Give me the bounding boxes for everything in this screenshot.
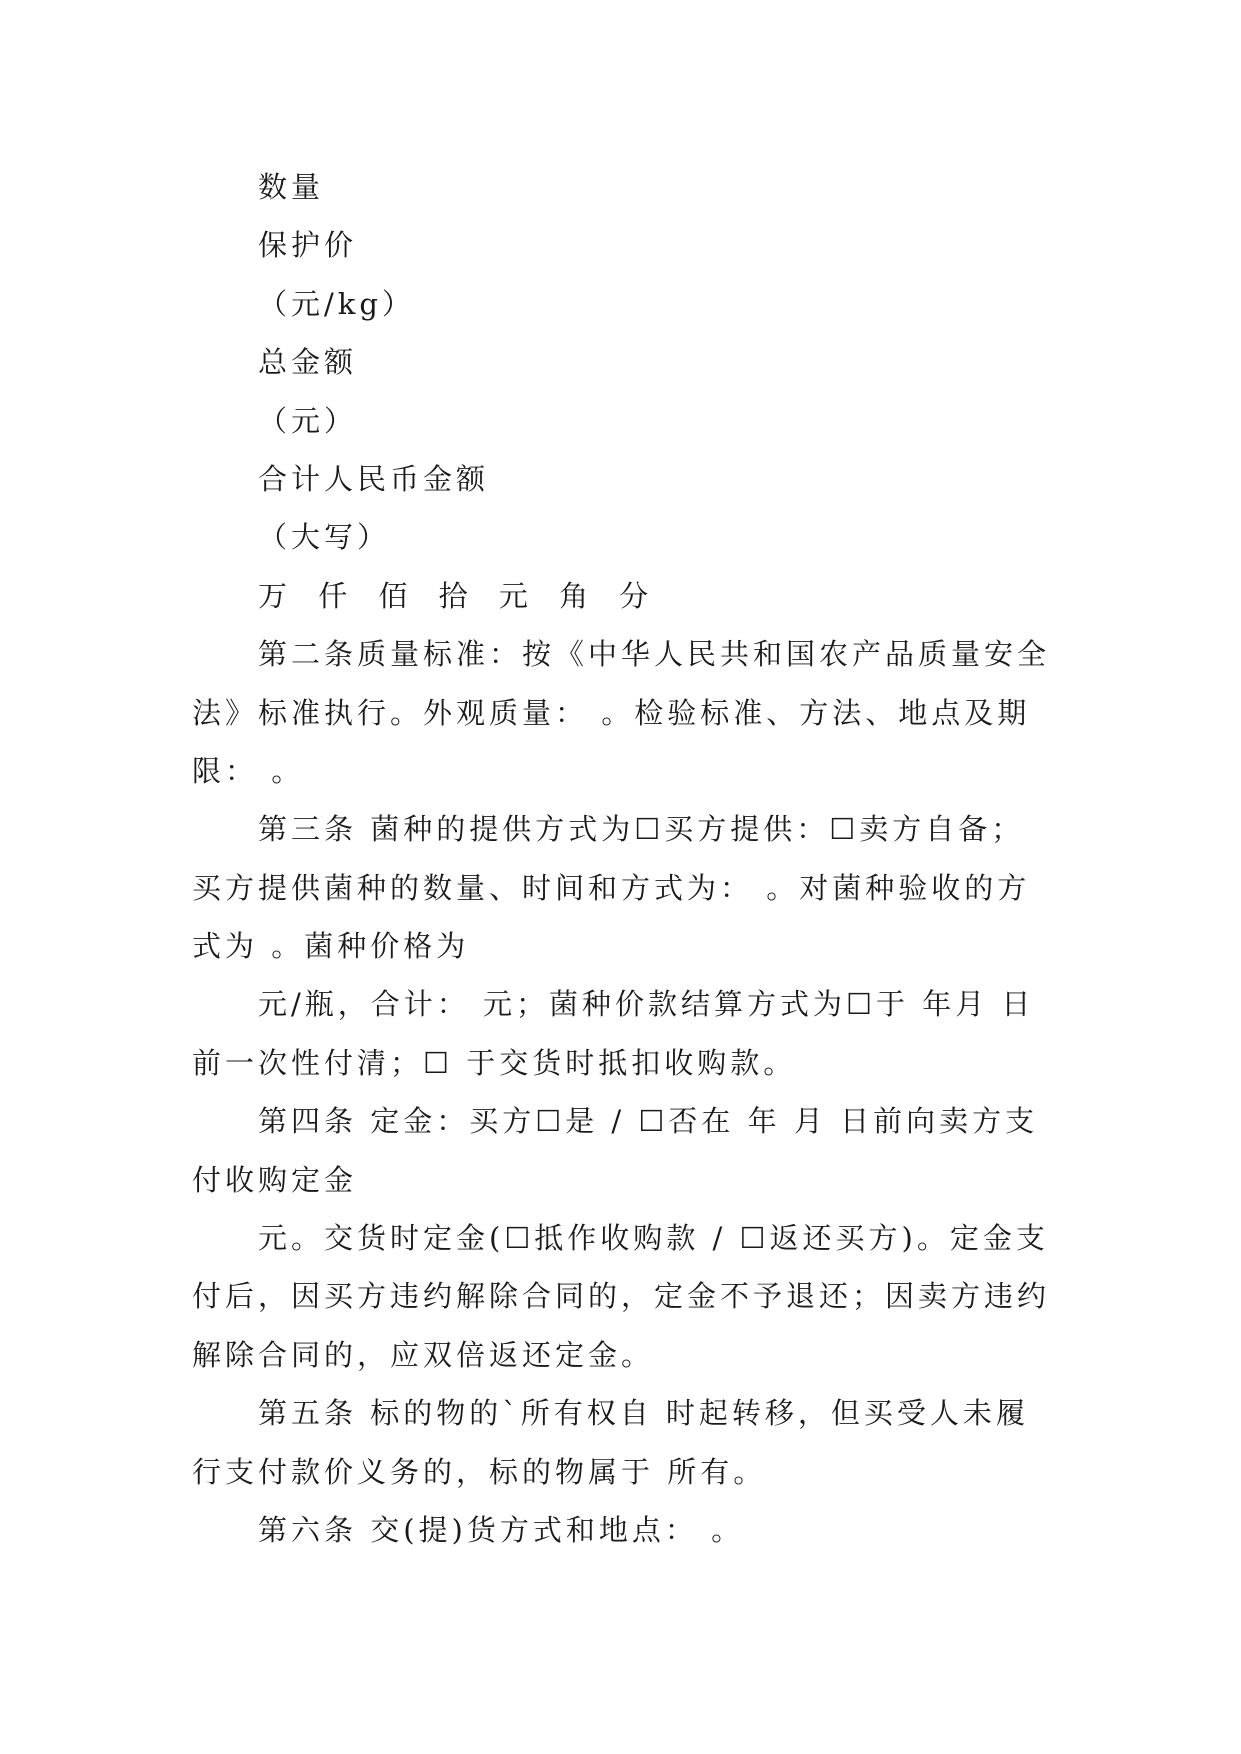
- line-unit-yuan: （元）: [258, 403, 358, 438]
- line-article-2-a: 第二条质量标准：按《中华人民共和国农产品质量安全: [258, 637, 1051, 672]
- line-article-4-e: 解除合同的，应双倍返还定金。: [192, 1337, 655, 1372]
- line-article-4-a: 第四条 定金：买方☐是 / ☐否在 年 月 日前向卖方支: [258, 1104, 1039, 1139]
- line-article-4-b: 付收购定金: [192, 1162, 358, 1197]
- line-quantity-label: 数量: [258, 170, 325, 204]
- line-unit-yuan-per-kg: （元/kg）: [258, 286, 415, 321]
- line-article-3-b: 买方提供菌种的数量、时间和方式为： 。对菌种验收的方: [192, 870, 1031, 905]
- line-article-3-e: 前一次性付清；☐ 于交货时抵扣收购款。: [192, 1045, 797, 1080]
- line-article-5-b: 行支付款价义务的，标的物属于 所有。: [192, 1454, 767, 1489]
- contract-text: [192, 158, 1052, 1559]
- line-uppercase-label: （大写）: [258, 520, 391, 555]
- line-article-5-a: 第五条 标的物的`所有权自 时起转移，但买受人未履: [258, 1396, 1029, 1431]
- line-article-2-b: 法》标准执行。外观质量： 。检验标准、方法、地点及期: [192, 695, 1031, 730]
- line-article-4-d: 付后，因买方违约解除合同的，定金不予退还；因卖方违约: [192, 1279, 1051, 1314]
- line-article-2-c: 限： 。: [192, 753, 305, 788]
- line-article-6: 第六条 交(提)货方式和地点： 。: [258, 1512, 745, 1547]
- line-article-3-c: 式为 。菌种价格为: [192, 929, 470, 964]
- line-rmb-total-label: 合计人民币金额: [258, 461, 490, 496]
- line-total-amount-label: 总金额: [258, 345, 358, 380]
- line-article-3-d: 元/瓶，合计： 元；菌种价款结算方式为☐于 年月 日: [258, 987, 1035, 1022]
- line-amount-units: 万 仟 佰 拾 元 角 分: [258, 578, 653, 613]
- line-article-3-a: 第三条 菌种的提供方式为☐买方提供：☐卖方自备；: [258, 812, 1025, 847]
- line-protection-price-label: 保护价: [258, 228, 358, 263]
- line-article-4-c: 元。交货时定金(☐抵作收购款 / ☐返还买方)。定金支: [258, 1221, 1049, 1256]
